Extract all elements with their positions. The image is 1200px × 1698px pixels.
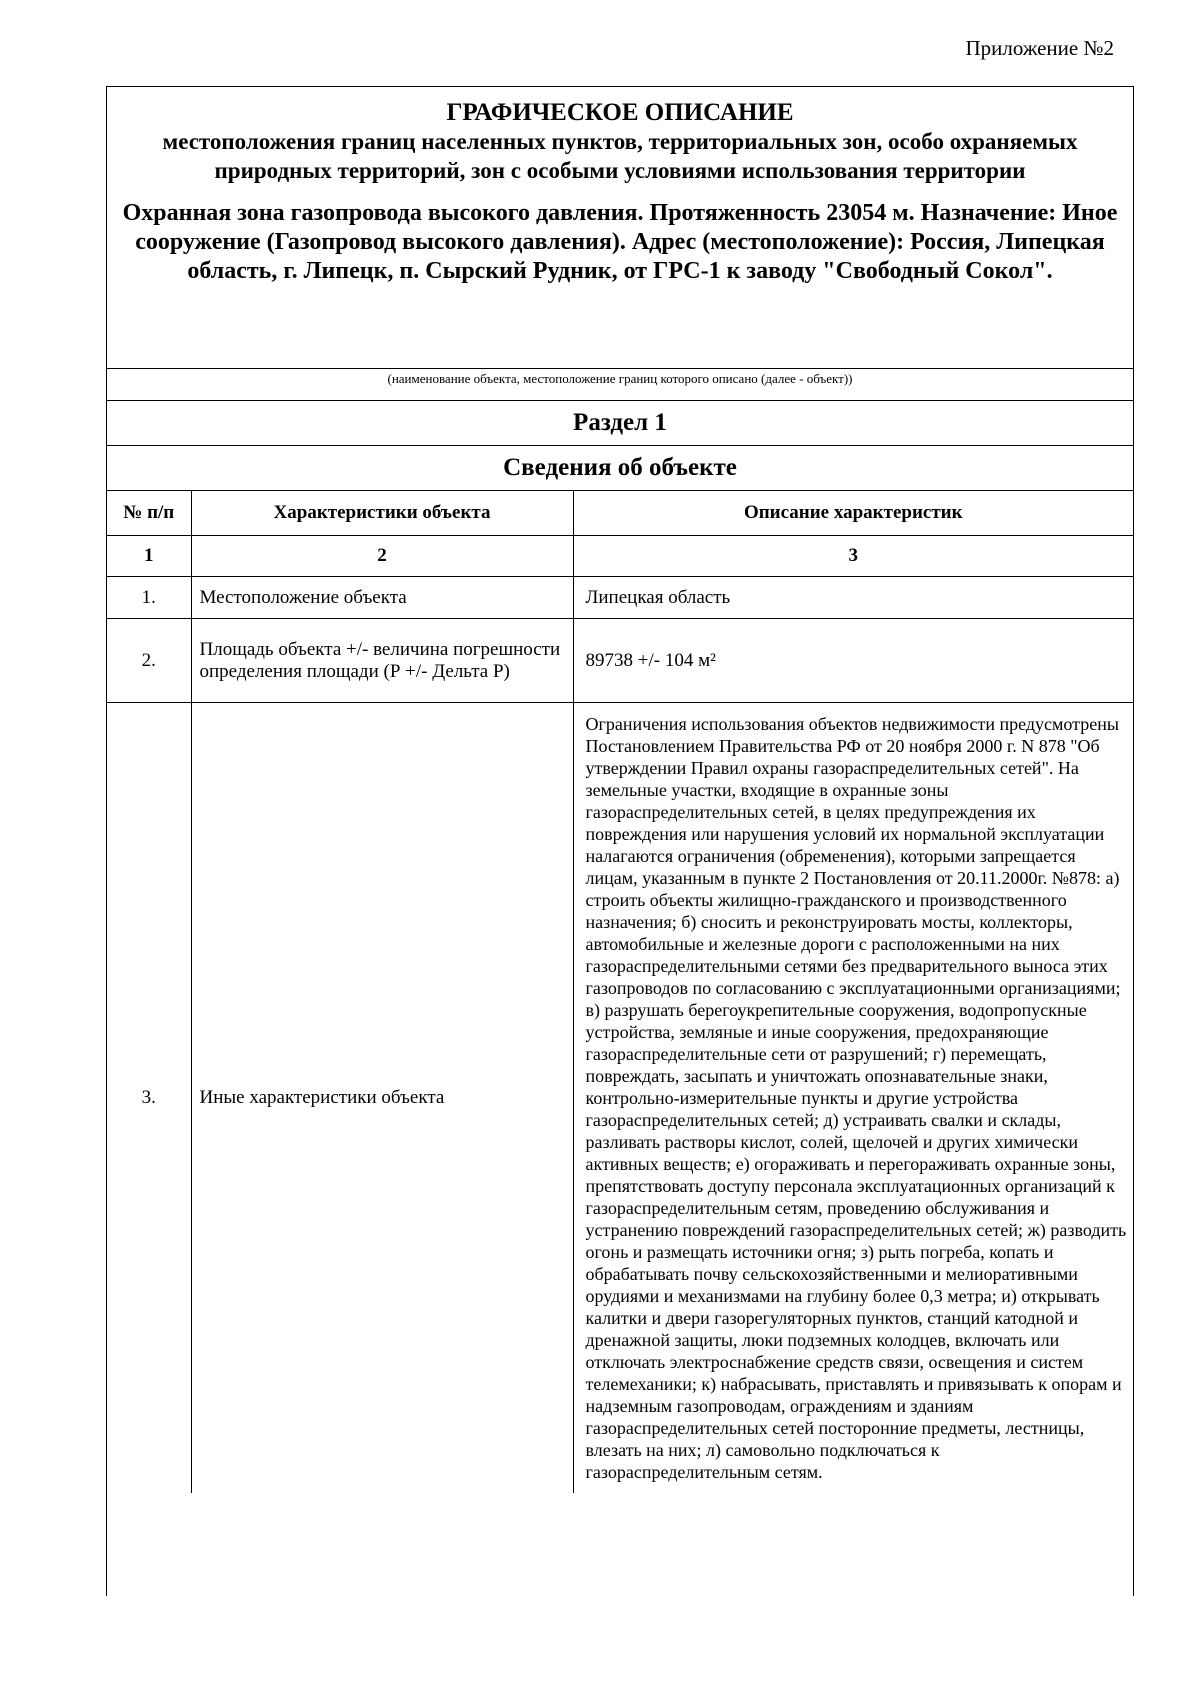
row-description: 89738 +/- 104 м² — [573, 619, 1133, 703]
document-header — [107, 87, 1133, 369]
characteristics-table — [107, 491, 1133, 1493]
table-row — [107, 703, 1133, 1494]
table-row — [107, 619, 1133, 703]
row-number: 1. — [107, 577, 191, 619]
section-title: Раздел 1 — [107, 401, 1133, 446]
object-name: Охранная зона газопровода высокого давления. Протяженность 23054 м. Назначение: Иное сооружение (Газопровод высокого давления). Адрес (местоположение): Россия, Липецкая область, г. Липецк, п. Сырский Рудник, от ГРС-1 к заводу "Свободный Сокол". — [122, 200, 1118, 284]
row-number: 2. — [107, 619, 191, 703]
info-title: Сведения об объекте — [107, 446, 1133, 491]
table-header-row — [107, 491, 1133, 536]
object-caption: (наименование объекта, местоположение границ которого описано (далее - объект)) — [107, 369, 1133, 401]
table-row — [107, 577, 1133, 619]
row-characteristic: Площадь объекта +/- величина погрешности определения площади (Р +/- Дельта Р) — [191, 619, 573, 703]
column-number-row — [107, 536, 1133, 577]
row-characteristic: Иные характеристики объекта — [191, 703, 573, 1494]
document-subtitle: местоположения границ населенных пунктов, территориальных зон, особо охраняемых природных территорий, зон с особыми условиями использования территории — [162, 129, 1078, 183]
column-number: 2 — [191, 536, 573, 577]
column-number: 3 — [573, 536, 1133, 577]
row-characteristic: Местоположение объекта — [191, 577, 573, 619]
header-cell-characteristic: Характеристики объекта — [191, 491, 573, 536]
column-number: 1 — [107, 536, 191, 577]
appendix-label: Приложение №2 — [965, 36, 1114, 60]
row-number: 3. — [107, 703, 191, 1494]
document-frame — [106, 86, 1134, 1596]
header-cell-number: № п/п — [107, 491, 191, 536]
document-title: ГРАФИЧЕСКОЕ ОПИСАНИЕ — [446, 99, 794, 126]
row-description: Липецкая область — [573, 577, 1133, 619]
header-cell-description: Описание характеристик — [573, 491, 1133, 536]
row-description: Ограничения использования объектов недвижимости предусмотрены Постановлением Правительства РФ от 20 ноября 2000 г. N 878 "Об утверждении Правил охраны газораспределительных сетей". На земельные участки, входящие в охранные зоны газораспределительных сетей, в целях предупреждения их повреждения или нарушения условий их нормальной эксплуатации налагаются ограничения (обременения), которыми запрещается лицам, указанным в пункте 2 Постановления от 20.11.2000г. №878: а) строить объекты жилищно-гражданского и производственного назначения; б) сносить и реконструировать мосты, коллекторы, автомобильные и железные дороги с расположенными на них газораспределительными сетями без предварительного выноса этих газопроводов по согласованию с эксплуатационными организациями; в) разрушать берегоукрепительные сооружения, водопропускные устройства, земляные и иные сооружения, предохраняющие газораспределительные сети от разрушений; г) перемещать, повреждать, засыпать и уничтожать опознавательные знаки, контрольно-измерительные пункты и другие устройства газораспределительных сетей; д) устраивать свалки и склады, разливать растворы кислот, солей, щелочей и других химически активных веществ; е) огораживать и перегораживать охранные зоны, препятствовать доступу персонала эксплуатационных организаций к газораспределительным сетям, проведению обслуживания и устранению повреждений газораспределительных сетей; ж) разводить огонь и размещать источники огня; з) рыть погреба, копать и обрабатывать почву сельскохозяйственными и мелиоративными орудиями и механизмами на глубину более 0,3 метра; и) открывать калитки и двери газорегуляторных пунктов, станций катодной и дренажной защиты, люки подземных колодцев, включать или отключать электроснабжение средств связи, освещения и систем телемеханики; к) набрасывать, приставлять и привязывать к опорам и надземным газопроводам, ограждениям и зданиям газораспределительных сетей посторонние предметы, лестницы, влезать на них; л) самовольно подключаться к газораспределительным сетям. — [585, 714, 1127, 1482]
